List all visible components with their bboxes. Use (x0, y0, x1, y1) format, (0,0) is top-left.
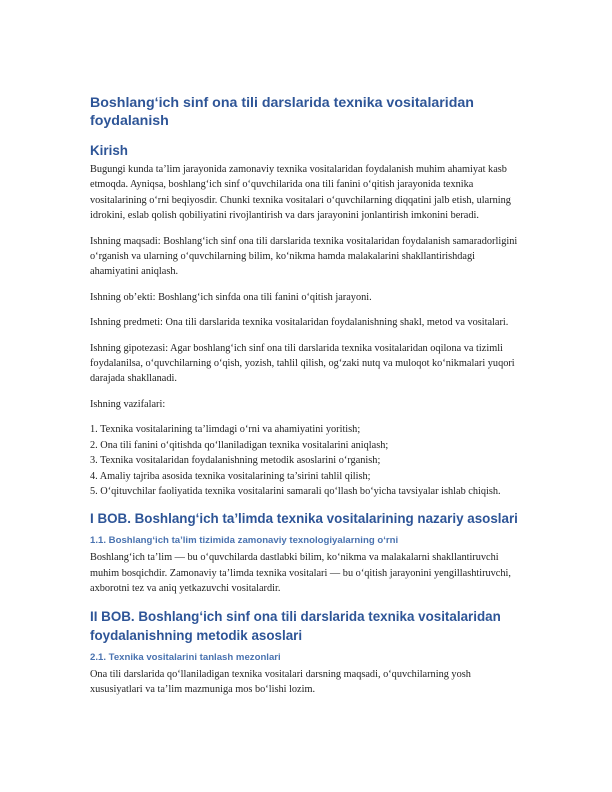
subject-paragraph: Ishning predmeti: Ona tili darslarida texnika vositalaridan foydalanishning shakl, metod va vositalari. (90, 317, 509, 329)
chapter2-heading: II BOB. Boshlang‘ich sinf ona tili darslarida texnika vositalaridan foydalanishning metodik asoslari (90, 608, 501, 643)
task-item: 3. Texnika vositalaridan foydalanishning metodik asoslarini o‘rganish; (90, 455, 381, 467)
intro-paragraph: Bugungi kunda ta’lim jarayonida zamonaviy texnika vositalaridan foydalanish muhim ahamiyat kasb etmoqda. Ayniqsa, boshlang‘ich sinf o‘quvchilarida ona tili fanini o‘qitish jarayonida texnika vositalarining o‘rni beqiyosdir. Chunki texnika vositalari o‘quvchilarning diqqatini jalb etish, ularning idrokini, eslab qolish qobiliyatini rivojlantirish va dars jarayonini jonlantirish imkonini beradi. (90, 164, 511, 222)
section2-1-paragraph: Ona tili darslarida qo‘llaniladigan texnika vositalari darsning maqsadi, o‘quvchilarning yosh xususiyatlari va ta’lim mazmuniga mos bo‘lishi lozim. (90, 668, 471, 695)
task-item: 1. Texnika vositalarining ta’limdagi o‘rni va ahamiyatini yoritish; (90, 424, 361, 436)
task-item: 2. Ona tili fanini o‘qitishda qo‘llaniladigan texnika vositalarini aniqlash; (90, 439, 389, 451)
chapter1-heading: I BOB. Boshlang‘ich ta’limda texnika vositalarining nazariy asoslari (90, 511, 518, 527)
document-page (90, 94, 526, 707)
task-item: 5. O‘qituvchilar faoliyatida texnika vositalarini samarali qo‘llash bo‘yicha tavsiyalar ishlab chiqish. (90, 485, 501, 497)
section1-1-paragraph: Boshlang‘ich ta’lim — bu o‘quvchilarda dastlabki bilim, ko‘nikma va malakalarni shakllantiruvchi muhim bosqichdir. Zamonaviy ta’limda texnika vositalari — bu o‘qitish jarayonini yengillashtiruvchi, axborotni tez va aniq yetkazuvchi vositalardir. (90, 552, 511, 595)
goal-paragraph: Ishning maqsadi: Boshlang‘ich sinf ona tili darslarida texnika vositalaridan foydalanish samaradorligini o‘rganish va ularning o‘quvchilarning bilim, ko‘nikma hamda malakalarini shakllantirishdagi ahamiyatini aniqlash. (90, 235, 518, 278)
hypothesis-paragraph: Ishning gipotezasi: Agar boshlang‘ich sinf ona tili darslarida texnika vositalaridan oqilona va tizimli foydalanilsa, o‘quvchilarning o‘qish, yozish, tahlil qilish, og‘zaki nutq va muloqot ko‘nikmalari yuqori darajada shakllanadi. (90, 342, 515, 385)
section1-1-heading: 1.1. Boshlang‘ich ta’lim tizimida zamonaviy texnologiyalarning o‘rni (90, 535, 399, 547)
tasks-label: Ishning vazifalari: (90, 398, 166, 410)
document-title: Boshlang‘ich sinf ona tili darslarida texnika vositalaridan foydalanish (90, 95, 474, 129)
section2-1-heading: 2.1. Texnika vositalarini tanlash mezonlari (90, 651, 281, 663)
intro-heading: Kirish (90, 143, 128, 158)
tasks-list (90, 422, 526, 499)
object-paragraph: Ishning ob’ekti: Boshlang‘ich sinfda ona tili fanini o‘qitish jarayoni. (90, 291, 372, 303)
task-item: 4. Amaliy tajriba asosida texnika vositalarining ta’sirini tahlil qilish; (90, 470, 371, 482)
